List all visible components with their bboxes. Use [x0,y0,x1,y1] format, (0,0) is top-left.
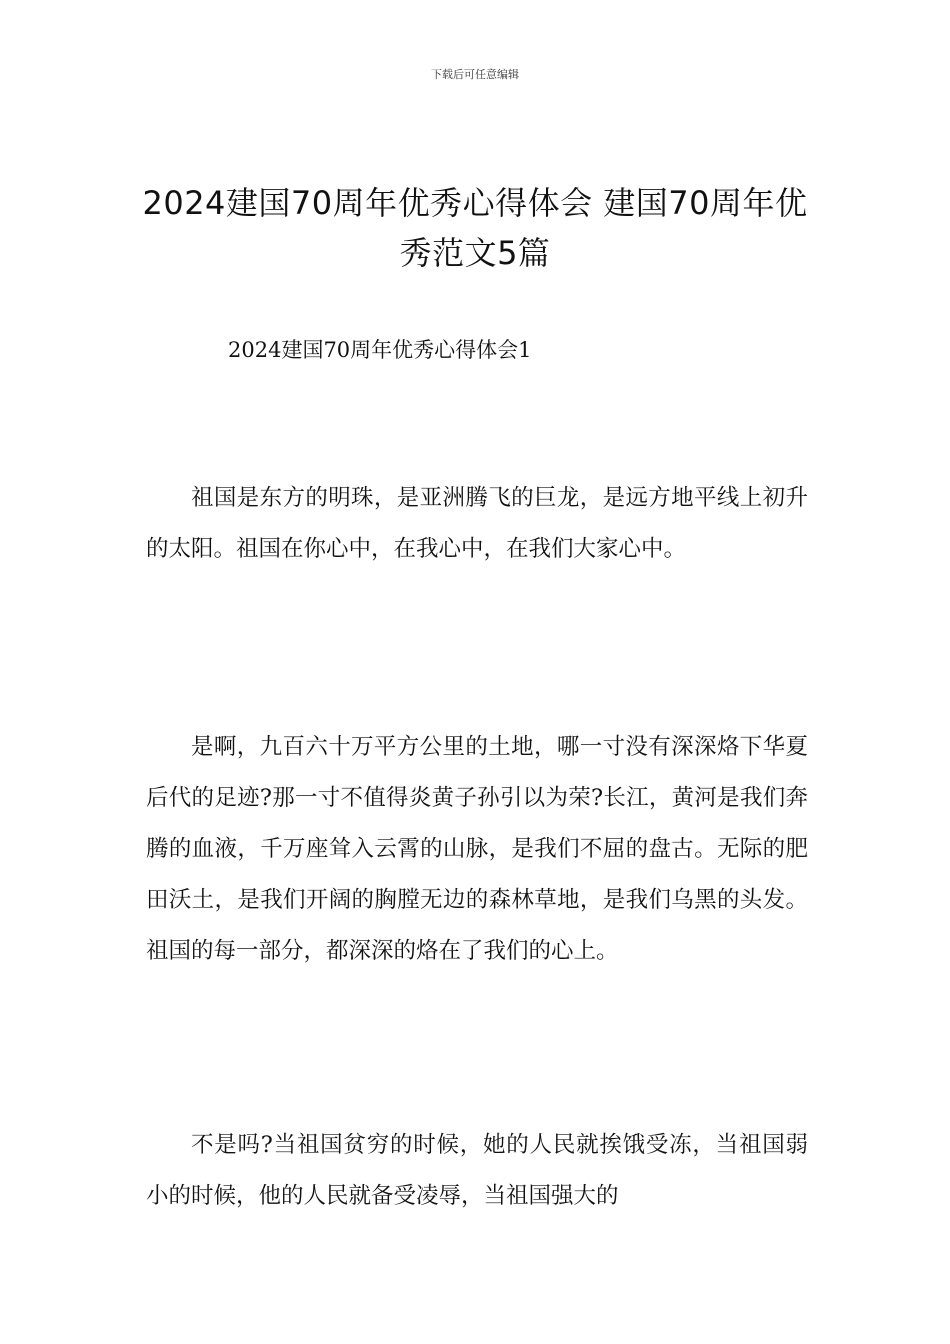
document-title: 2024建国70周年优秀心得体会 建国70周年优秀范文5篇 [142,184,808,272]
paragraph: 不是吗?当祖国贫穷的时候，她的人民就挨饿受冻，当祖国弱小的时候，他的人民就备受凌辱，当祖国强大的 [146,1132,808,1209]
section-heading: 2024建国70周年优秀心得体会1 [228,338,532,362]
paragraph: 祖国是东方的明珠，是亚洲腾飞的巨龙，是远方地平线上初升的太阳。祖国在你心中，在我心中，在我们大家心中。 [146,485,808,562]
paragraph: 是啊，九百六十万平方公里的土地，哪一寸没有深深烙下华夏后代的足迹?那一寸不值得炎黄子孙引以为荣?长江，黄河是我们奔腾的血液，千万座耸入云霄的山脉，是我们不屈的盘古。无际的肥田沃土，是我们开阔的胸膛无边的森林草地，是我们乌黑的头发。祖国的每一部分，都深深的烙在了我们的心上。 [146,734,808,964]
header-note: 下载后可任意编辑 [431,68,519,81]
